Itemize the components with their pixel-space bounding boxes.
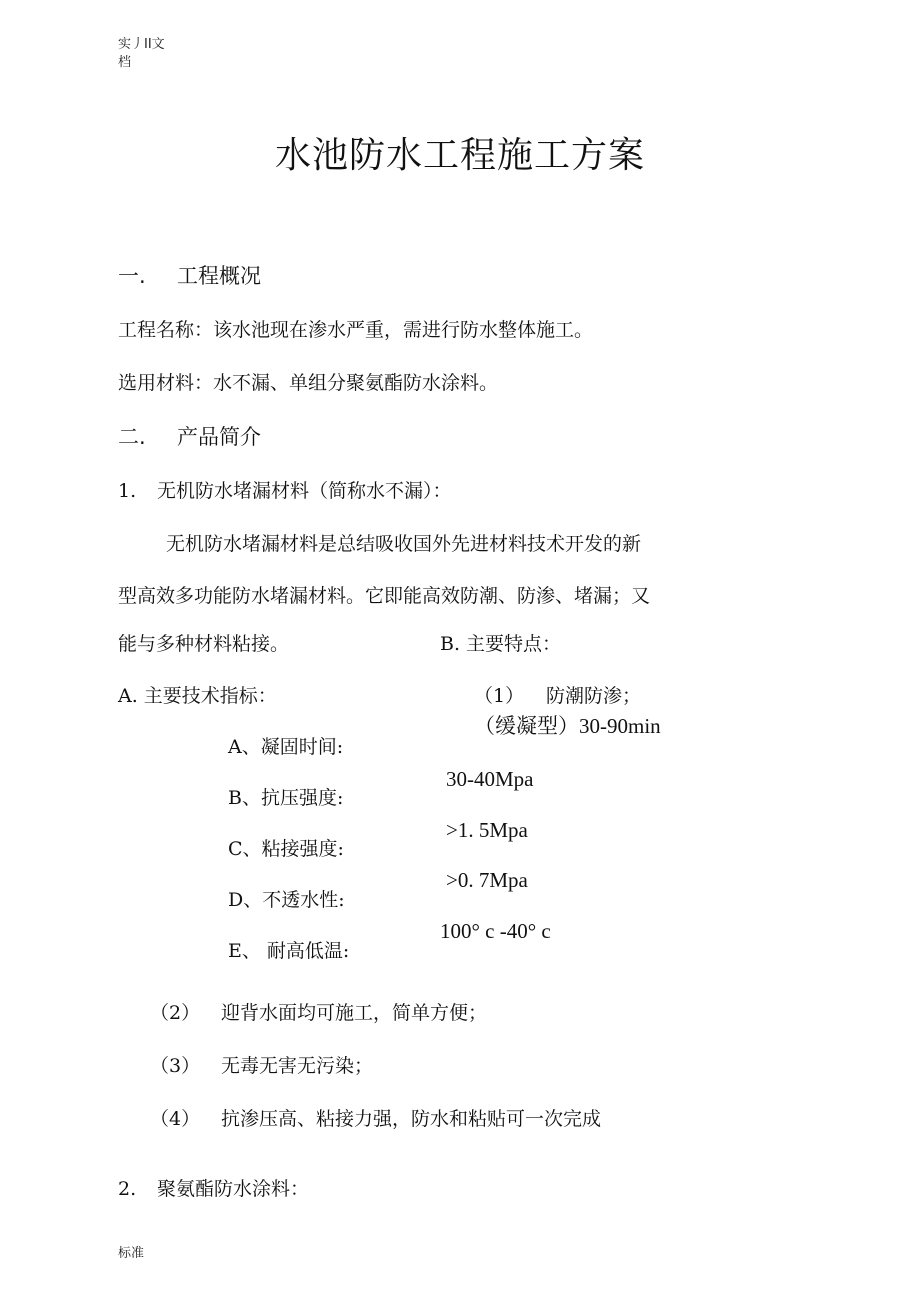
- section2-number: 二.: [118, 425, 146, 449]
- spec-label-temperature: E、 耐高低温:: [228, 940, 350, 962]
- item2-number: 2.: [118, 1178, 137, 1200]
- paragraph-line1: 无机防水堵漏材料是总结吸收国外先进材料技术开发的新: [166, 533, 642, 555]
- spec-value-setting-time: （缓凝型）30-90min: [474, 714, 661, 738]
- spec-label-impermeability: D、不透水性:: [228, 889, 345, 911]
- feature1-number: （1）: [474, 685, 525, 707]
- spec-value-bond-strength: >1. 5Mpa: [446, 818, 528, 842]
- spec-label-compressive-strength: B、抗压强度:: [228, 787, 344, 809]
- feature2-text: 迎背水面均可施工，简单方便；: [221, 1002, 488, 1024]
- feature3-text: 无毒无害无污染；: [221, 1055, 374, 1077]
- materials-line: 选用材料：水不漏、单组分聚氨酯防水涂料。: [118, 372, 499, 394]
- spec-value-compressive-strength: 30-40Mpa: [446, 767, 534, 791]
- section1-number: 一.: [118, 264, 146, 288]
- item1-number: 1.: [118, 480, 137, 502]
- feature4-text: 抗渗压高、粘接力强，防水和粘贴可一次完成: [221, 1108, 602, 1130]
- spec-value-impermeability: >0. 7Mpa: [446, 868, 528, 892]
- feature3-number: （3）: [150, 1055, 201, 1077]
- spec-label-bond-strength: C、粘接强度:: [228, 838, 344, 860]
- paragraph-line2: 型高效多功能防水堵漏材料。它即能高效防潮、防渗、堵漏；又: [118, 585, 651, 607]
- paragraph-line3: 能与多种材料粘接。: [118, 633, 290, 655]
- spec-label-setting-time: A、凝固时间:: [228, 736, 344, 758]
- document-title: 水池防水工程施工方案: [274, 135, 645, 176]
- item1-heading: 无机防水堵漏材料（简称水不漏）：: [157, 480, 452, 502]
- spec-value-temperature: 100° c -40° c: [440, 919, 551, 943]
- feature1-text: 防潮防渗；: [546, 685, 642, 707]
- specs-label: A. 主要技术指标：: [118, 685, 277, 707]
- feature2-number: （2）: [150, 1002, 201, 1024]
- header-text-line2: 档: [118, 55, 132, 70]
- footer-text: 标准: [118, 1246, 145, 1261]
- section2-heading: 产品简介: [177, 425, 261, 449]
- header-text-line1: 实丿II文: [118, 37, 165, 52]
- section1-heading: 工程概况: [177, 264, 261, 288]
- project-name-line: 工程名称：该水池现在渗水严重，需进行防水整体施工。: [118, 319, 594, 341]
- feature4-number: （4）: [150, 1108, 201, 1130]
- item2-heading: 聚氨酯防水涂料：: [157, 1178, 310, 1200]
- features-label: B. 主要特点：: [440, 633, 562, 655]
